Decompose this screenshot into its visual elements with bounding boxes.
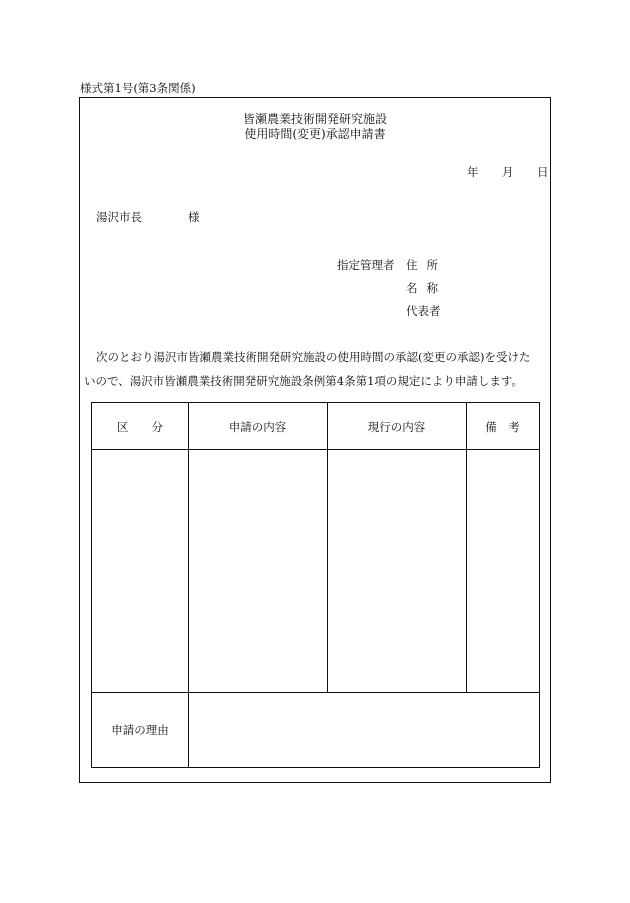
body-text-line1: 次のとおり湯沢市皆瀬農業技術開発研究施設の使用時間の承認(変更の承認)を受けた	[96, 350, 531, 364]
applicant-name-label: 名称	[406, 281, 447, 295]
reason-label: 申請の理由	[111, 723, 169, 737]
body-text-line2: いので、湯沢市皆瀬農業技術開発研究施設条例第4条第1項の規定により申請します。	[84, 374, 523, 388]
applicant-address-label: 住所	[406, 258, 447, 272]
application-table	[91, 402, 540, 768]
table-column-divider	[466, 403, 467, 692]
header-current-content: 現行の内容	[367, 420, 426, 434]
date-year-label: 年	[467, 165, 479, 179]
addressee-honorific: 様	[188, 210, 200, 224]
date-month-label: 月	[502, 165, 514, 179]
header-requested-content: 申請の内容	[228, 420, 287, 434]
form-number-label: 様式第1号(第3条関係)	[80, 81, 196, 95]
form-title-line1: 皆瀬農業技術開発研究施設	[242, 112, 387, 126]
table-column-divider	[327, 403, 328, 692]
applicant-representative-label: 代表者	[406, 304, 441, 318]
applicant-label: 指定管理者	[337, 258, 395, 272]
table-column-divider	[188, 403, 189, 767]
addressee-name: 湯沢市長	[96, 210, 142, 224]
header-category: 区 分	[117, 420, 163, 434]
date-day-label: 日	[537, 165, 549, 179]
table-reason-divider	[92, 692, 539, 693]
form-title-line2: 使用時間(変更)承認申請書	[244, 127, 386, 141]
header-remarks: 備 考	[485, 420, 520, 434]
table-header-divider	[92, 449, 539, 450]
